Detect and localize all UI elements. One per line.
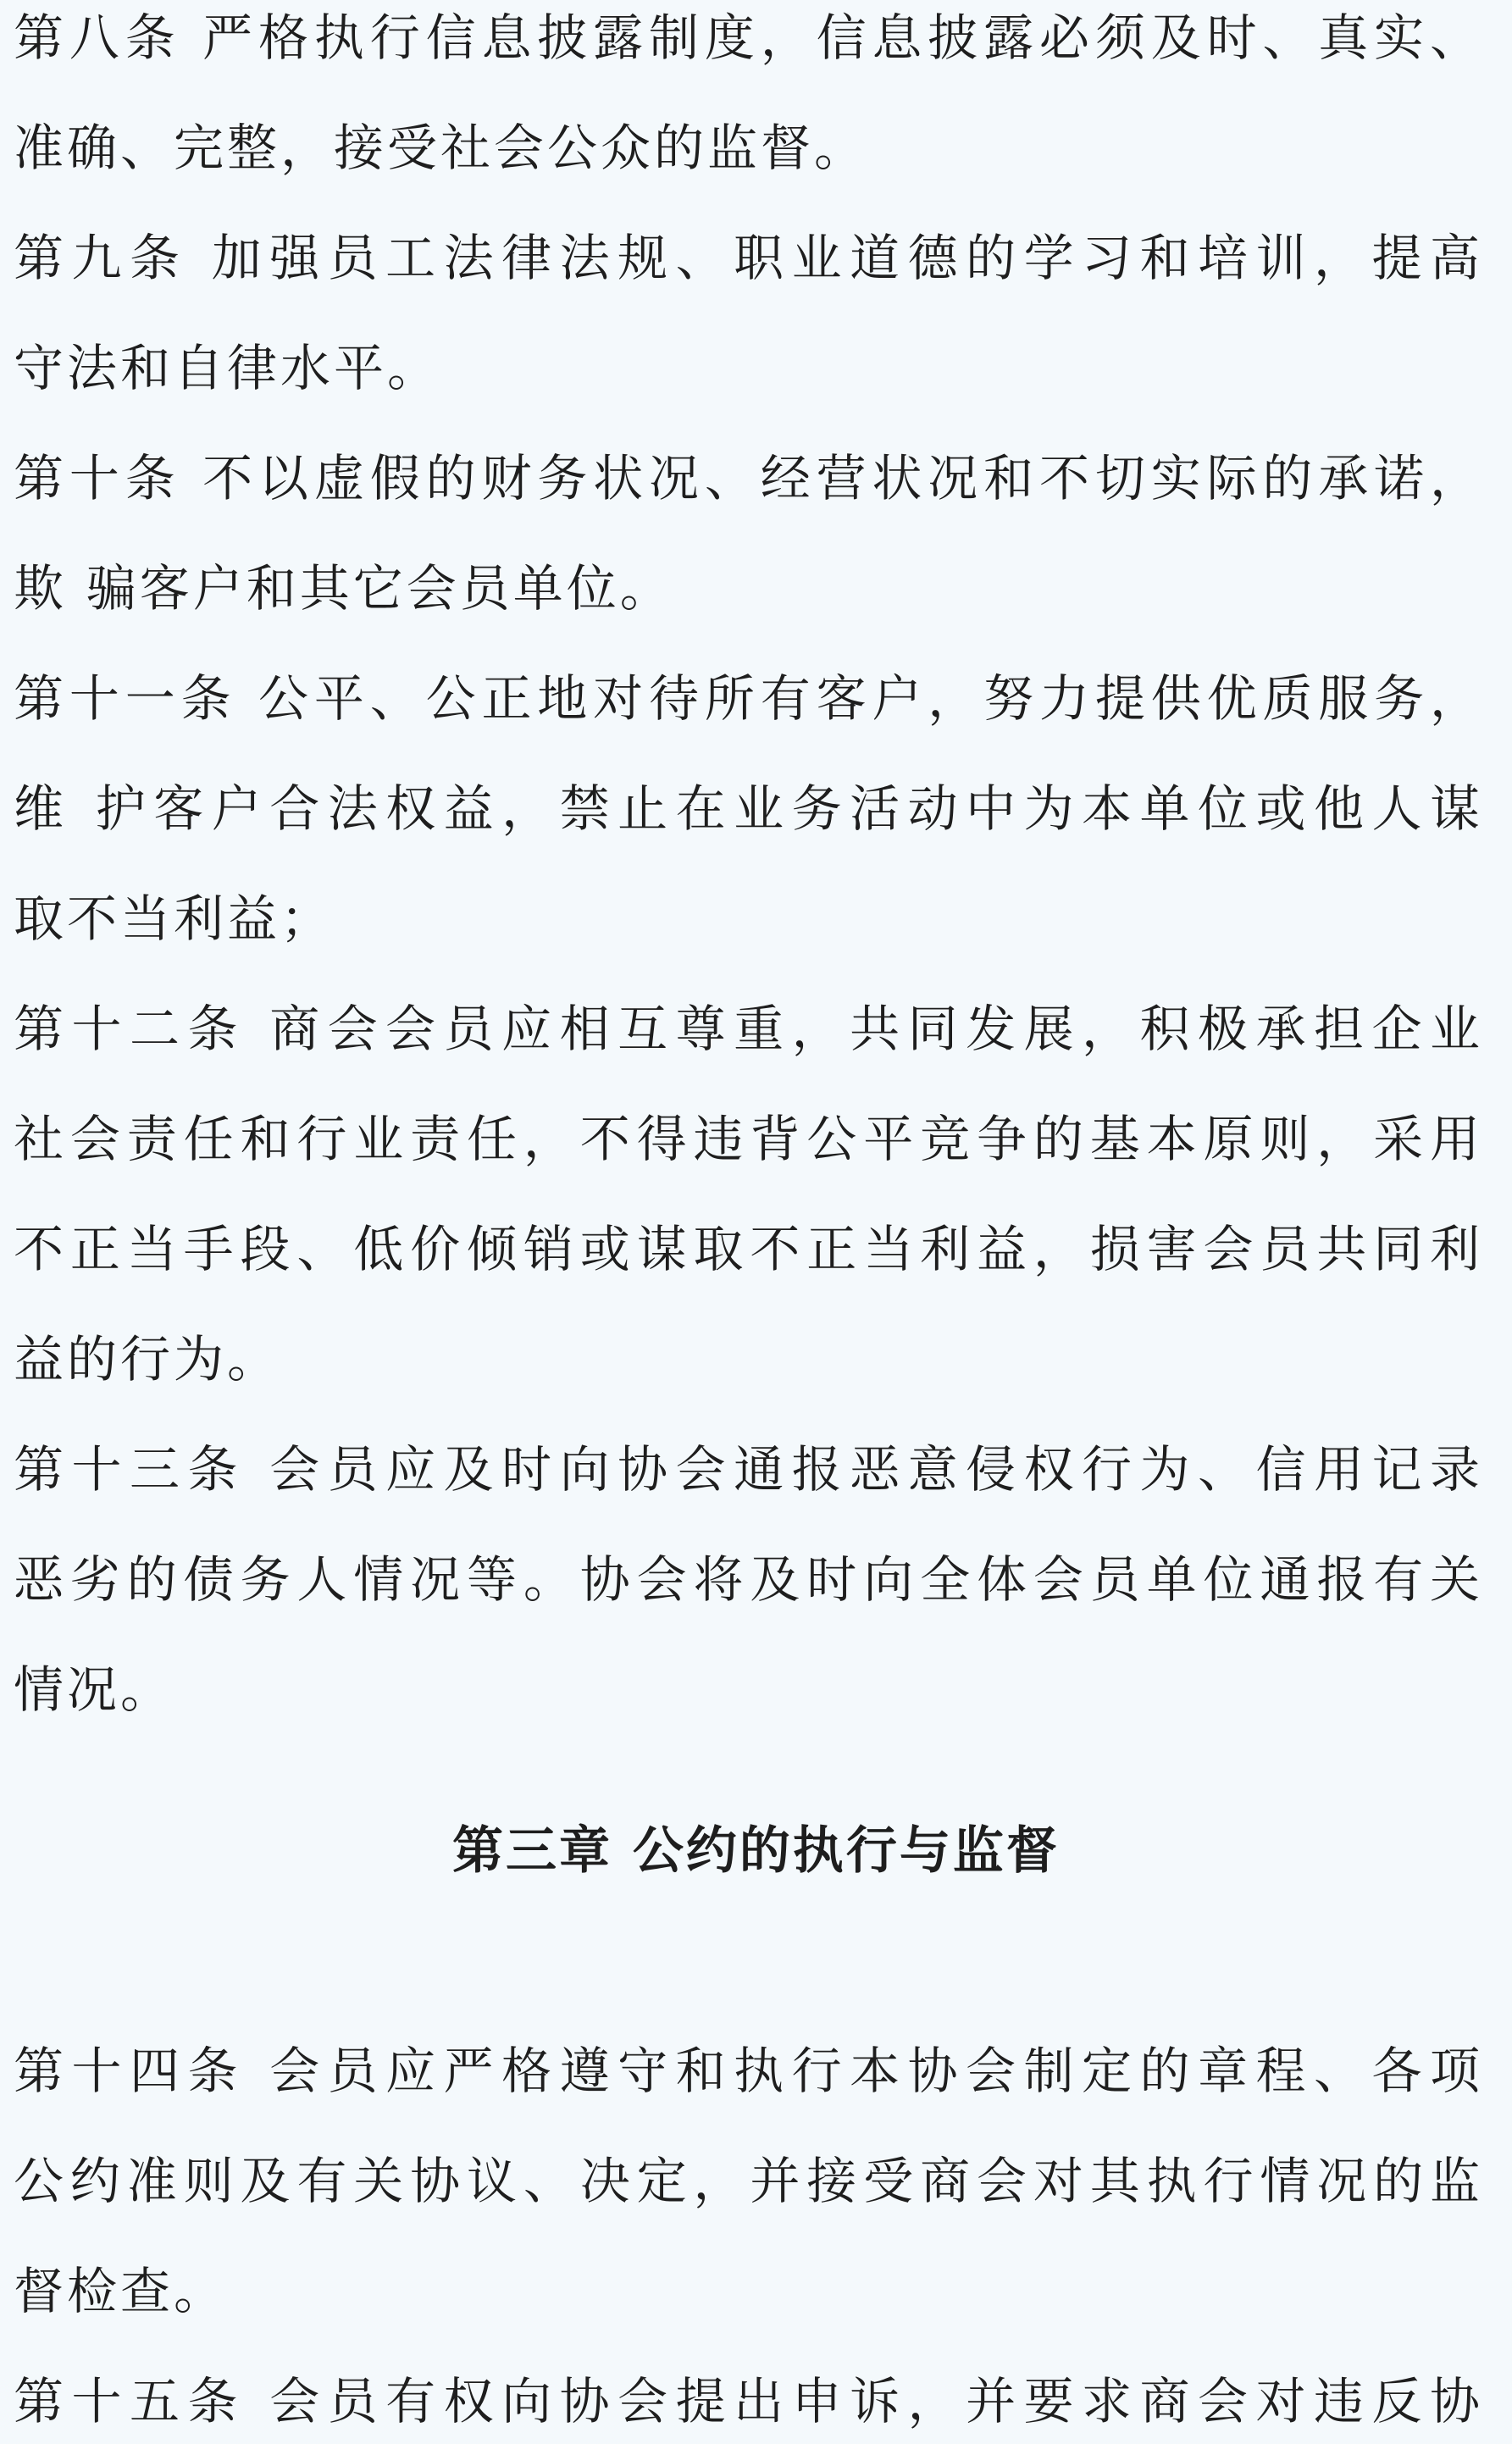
article-11-line-1: 第十一条 公平、公正地对待所有客户，努力提供优质服务， bbox=[14, 669, 1483, 728]
article-15-line-1: 第十五条 会员有权向协会提出申诉，并要求商会对违反协 bbox=[14, 2372, 1483, 2430]
article-12-line-3: 不正当手段、低价倾销或谋取不正当利益，损害会员共同利 bbox=[14, 1220, 1483, 1278]
chapter-heading: 第三章 公约的执行与监督 bbox=[452, 1821, 1060, 1881]
article-8-line-2: 准确、完整，接受社会公众的监督。 bbox=[14, 119, 868, 177]
article-11-line-2: 维 护客户合法权益，禁止在业务活动中为本单位或他人谋 bbox=[14, 779, 1483, 838]
article-8-line-1: 第八条 严格执行信息披露制度，信息披露必须及时、真实、 bbox=[14, 8, 1483, 67]
article-13-line-1: 第十三条 会员应及时向协会通报恶意侵权行为、信用记录 bbox=[14, 1440, 1483, 1499]
article-14-line-1: 第十四条 会员应严格遵守和执行本协会制定的章程、各项 bbox=[14, 2042, 1483, 2100]
article-9-line-1: 第九条 加强员工法律法规、职业道德的学习和培训，提高 bbox=[14, 229, 1483, 287]
article-13-line-2: 恶劣的债务人情况等。协会将及时向全体会员单位通报有关 bbox=[14, 1550, 1483, 1609]
article-14-line-2: 公约准则及有关协议、决定，并接受商会对其执行情况的监 bbox=[14, 2152, 1483, 2210]
article-9-line-2: 守法和自律水平。 bbox=[14, 339, 441, 397]
article-10-line-1: 第十条 不以虚假的财务状况、经营状况和不切实际的承诺， bbox=[14, 449, 1483, 507]
article-12-line-1: 第十二条 商会会员应相互尊重，共同发展，积极承担企业 bbox=[14, 1000, 1483, 1058]
article-14-line-3: 督检查。 bbox=[14, 2262, 228, 2320]
article-13-line-3: 情况。 bbox=[14, 1660, 174, 1719]
article-12-line-4: 益的行为。 bbox=[14, 1330, 281, 1388]
article-11-line-3: 取不当利益； bbox=[14, 889, 335, 948]
article-12-line-2: 社会责任和行业责任，不得违背公平竞争的基本原则，采用 bbox=[14, 1110, 1483, 1168]
article-10-line-2: 欺 骗客户和其它会员单位。 bbox=[14, 559, 673, 618]
